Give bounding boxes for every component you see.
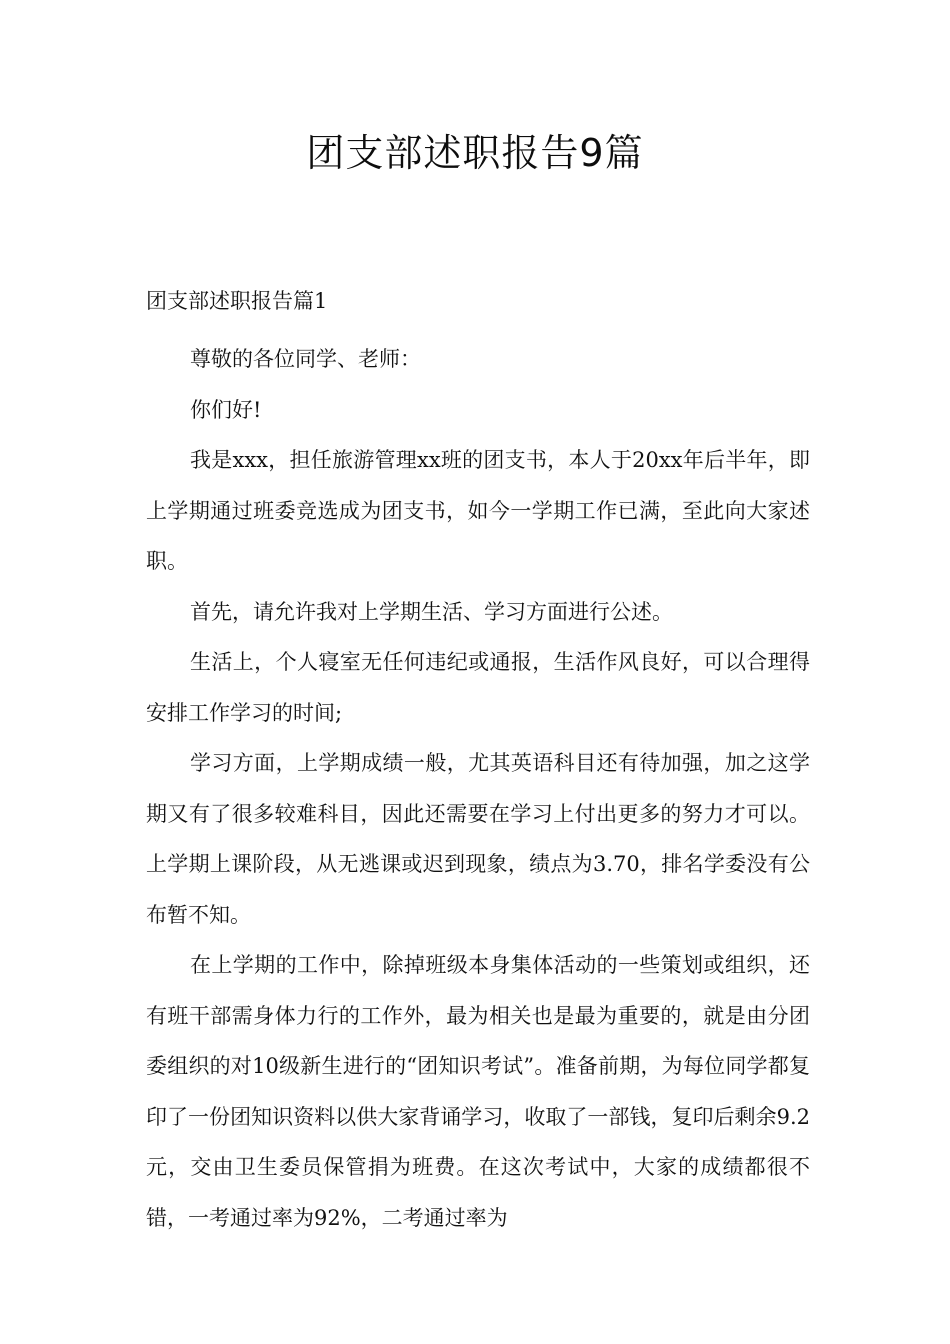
- document-title: 团支部述职报告9篇: [306, 131, 644, 175]
- study-paragraph: 学习方面，上学期成绩一般，尤其英语科目还有待加强，加之这学期又有了很多较难科目，因此还需要在学习上付出更多的努力才可以。上学期上课阶段，从无逃课或迟到现象，绩点为3.70，排名学委没有公布暂不知。: [146, 751, 810, 927]
- life-paragraph: 生活上，个人寝室无任何违纪或通报，生活作风良好，可以合理得安排工作学习的时间;: [146, 650, 810, 725]
- document-body: [146, 334, 810, 1243]
- introduction-paragraph: 我是xxx，担任旅游管理xx班的团支书，本人于20xx年后半年，即上学期通过班委竞选成为团支书，如今一学期工作已满，至此向大家述职。: [146, 448, 810, 573]
- section-heading: 团支部述职报告篇1: [146, 289, 328, 313]
- salutation-paragraph: 尊敬的各位同学、老师：: [190, 347, 421, 371]
- greeting-paragraph: 你们好!: [190, 397, 262, 422]
- opening-statement-paragraph: 首先，请允许我对上学期生活、学习方面进行公述。: [190, 599, 673, 624]
- work-paragraph: 在上学期的工作中，除掉班级本身集体活动的一些策划或组织，还有班干部需身体力行的工作外，最为相关也是最为重要的，就是由分团委组织的对10级新生进行的“团知识考试”。准备前期，为每位同学都复印了一份团知识资料以供大家背诵学习，收取了一部钱，复印后剩余9.2元，交由卫生委员保管捐为班费。在这次考试中，大家的成绩都很不错，一考通过率为92%，二考通过率为: [146, 953, 810, 1230]
